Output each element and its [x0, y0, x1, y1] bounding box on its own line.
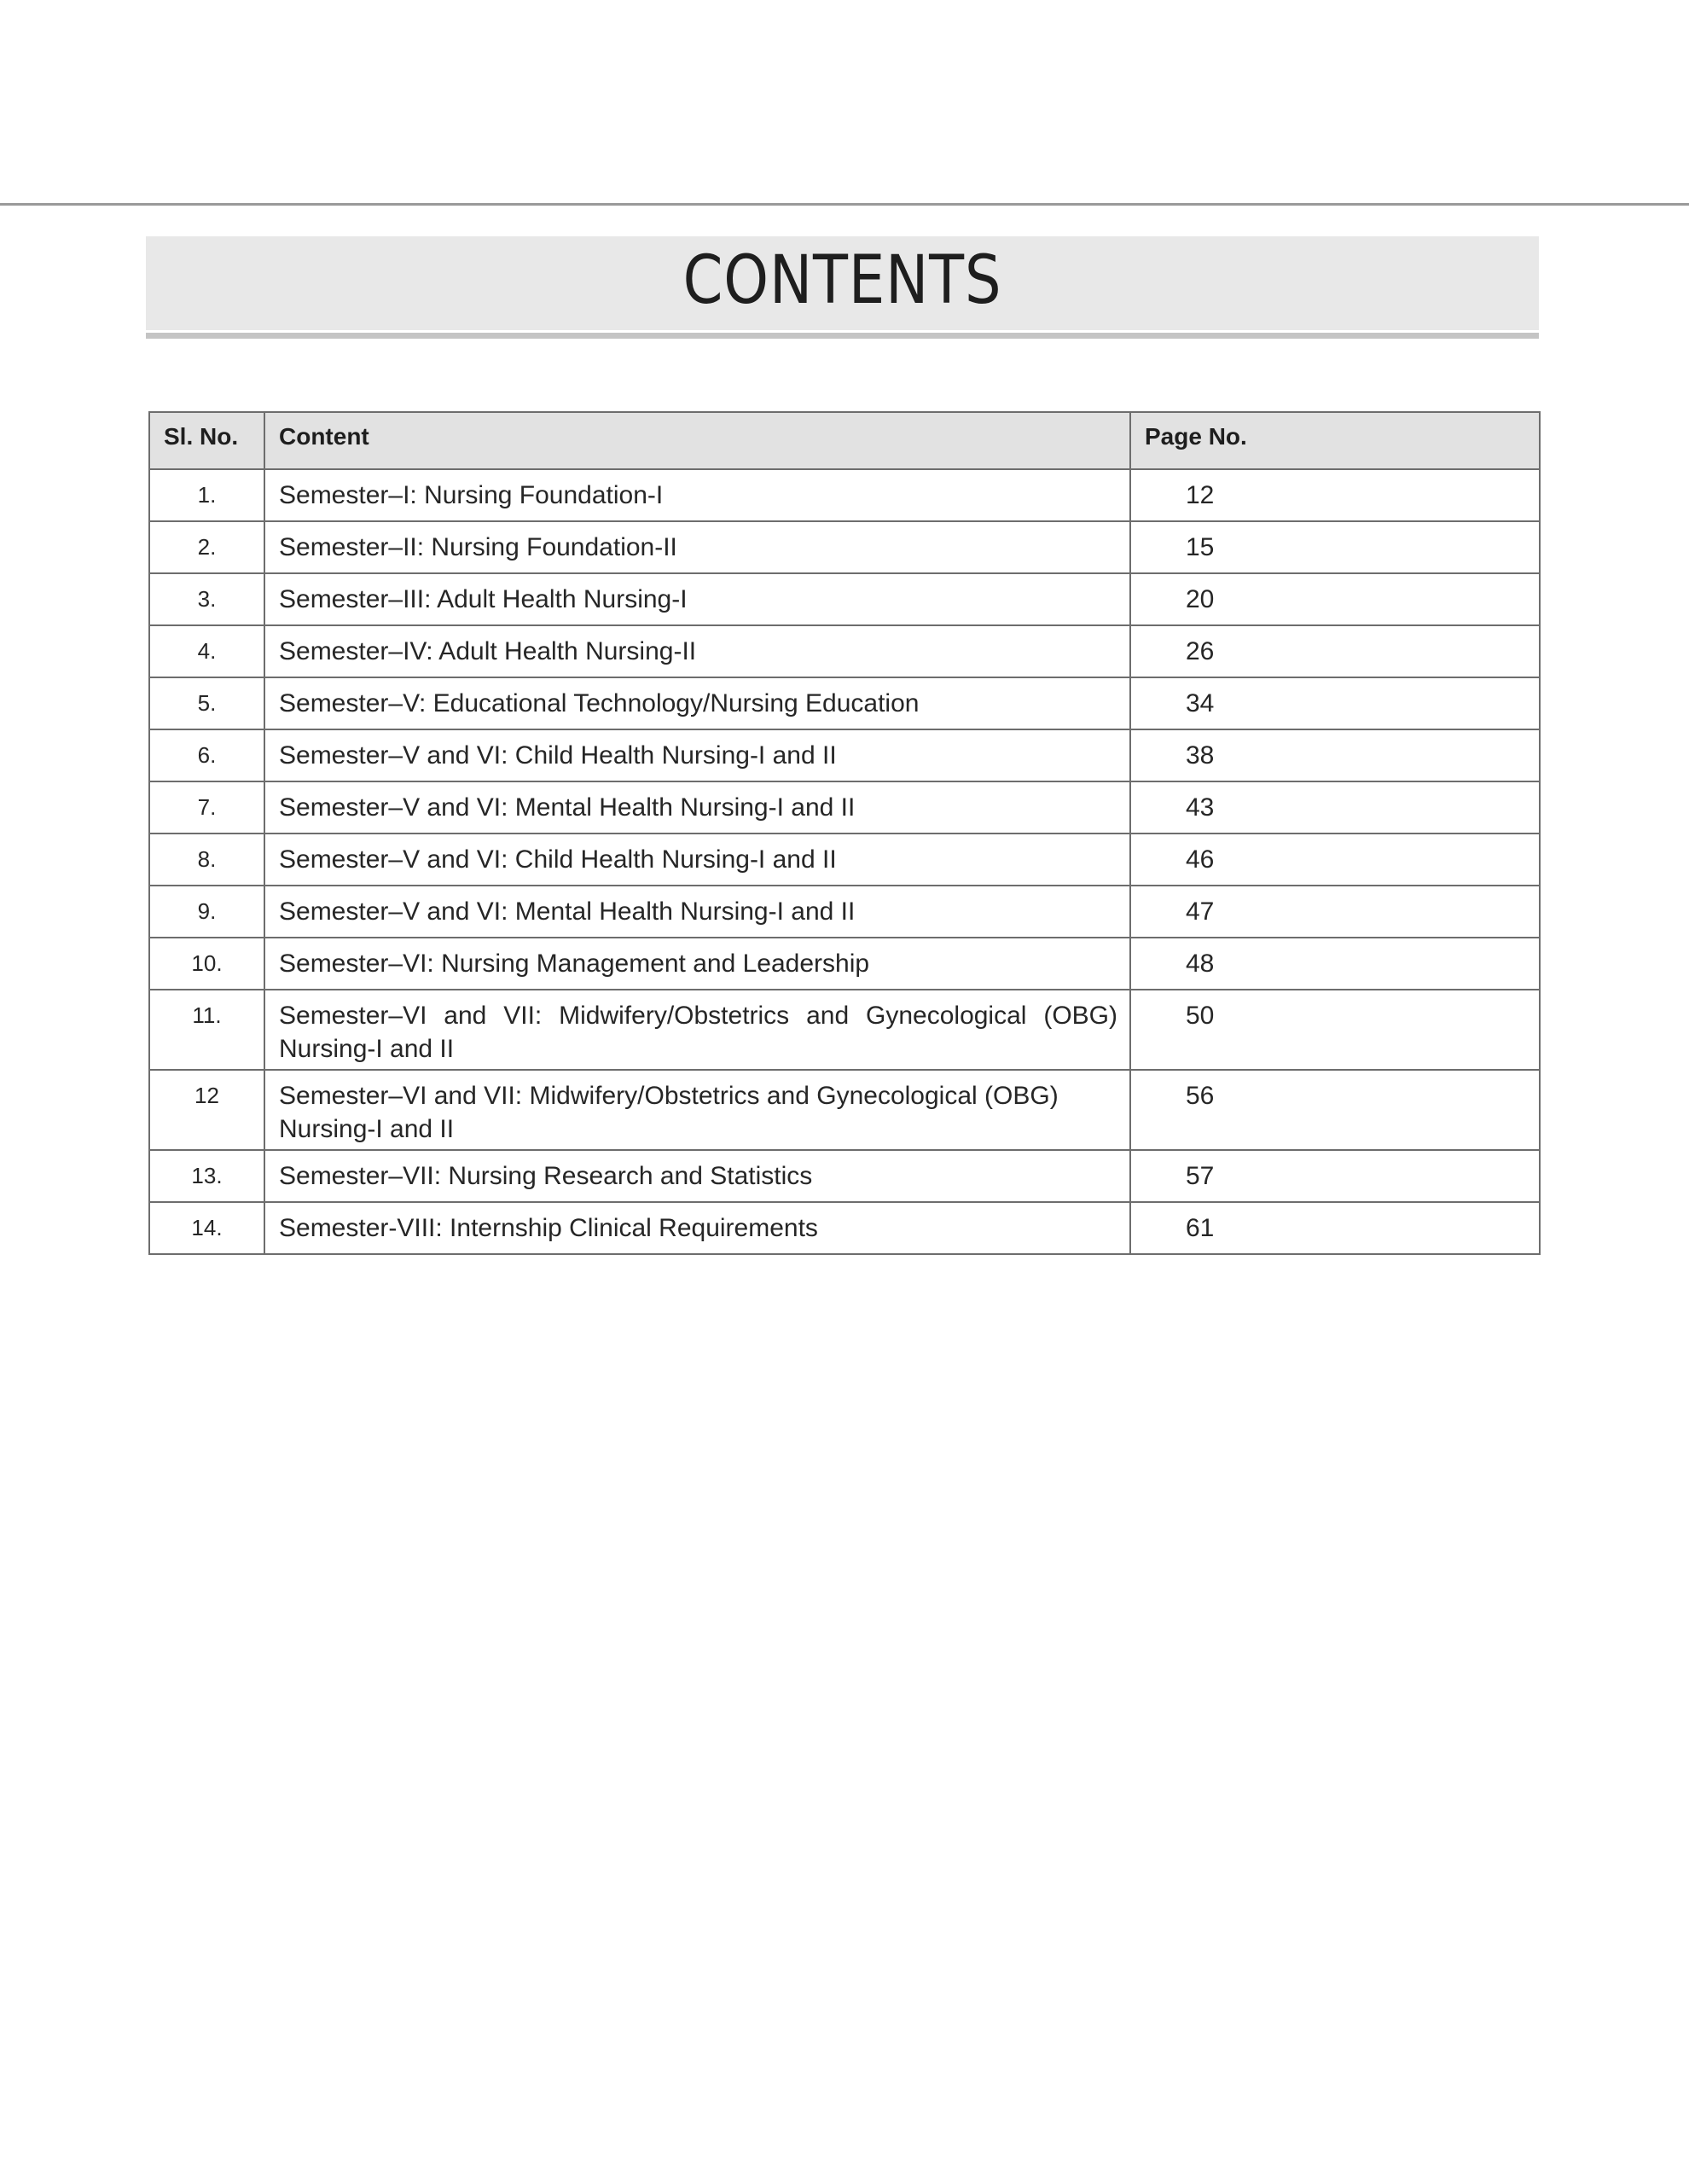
row-serial-number: 11. — [149, 990, 264, 1070]
row-serial-number: 13. — [149, 1150, 264, 1202]
table-row — [149, 834, 1540, 886]
row-serial-number: 6. — [149, 729, 264, 781]
table-row — [149, 729, 1540, 781]
row-page-number: 48 — [1130, 938, 1540, 990]
row-content: Semester–VI and VII: Midwifery/Obstetrics and Gynecological (OBG) Nursing-I and II — [264, 990, 1130, 1070]
row-page-number: 34 — [1130, 677, 1540, 729]
row-serial-number: 9. — [149, 886, 264, 938]
row-serial-number: 8. — [149, 834, 264, 886]
row-content: Semester–IV: Adult Health Nursing-II — [264, 625, 1130, 677]
table-row — [149, 1202, 1540, 1254]
header-content: Content — [264, 412, 1130, 469]
table-row — [149, 677, 1540, 729]
table-row — [149, 886, 1540, 938]
table-row — [149, 573, 1540, 625]
header-rule — [0, 203, 1689, 206]
table-row — [149, 781, 1540, 834]
header-page-number: Page No. — [1130, 412, 1540, 469]
contents-table — [148, 411, 1541, 1255]
row-content: Semester–VII: Nursing Research and Statistics — [264, 1150, 1130, 1202]
row-content: Semester–VI and VII: Midwifery/Obstetrics and Gynecological (OBG) Nursing-I and II — [264, 1070, 1130, 1150]
row-page-number: 43 — [1130, 781, 1540, 834]
row-page-number: 61 — [1130, 1202, 1540, 1254]
row-serial-number: 14. — [149, 1202, 264, 1254]
row-page-number: 47 — [1130, 886, 1540, 938]
row-page-number: 12 — [1130, 469, 1540, 521]
table-row — [149, 1150, 1540, 1202]
row-content: Semester-VIII: Internship Clinical Requirements — [264, 1202, 1130, 1254]
row-serial-number: 12 — [149, 1070, 264, 1150]
table-row — [149, 1070, 1540, 1150]
row-content: Semester–I: Nursing Foundation-I — [264, 469, 1130, 521]
row-serial-number: 2. — [149, 521, 264, 573]
table-row — [149, 938, 1540, 990]
row-page-number: 15 — [1130, 521, 1540, 573]
row-content: Semester–V and VI: Mental Health Nursing-I and II — [264, 886, 1130, 938]
row-serial-number: 1. — [149, 469, 264, 521]
row-content: Semester–VI: Nursing Management and Leadership — [264, 938, 1130, 990]
row-serial-number: 4. — [149, 625, 264, 677]
table-header-row — [149, 412, 1540, 469]
row-serial-number: 10. — [149, 938, 264, 990]
table-row — [149, 521, 1540, 573]
table-row — [149, 990, 1540, 1070]
row-page-number: 46 — [1130, 834, 1540, 886]
row-content: Semester–III: Adult Health Nursing-I — [264, 573, 1130, 625]
row-content: Semester–V and VI: Child Health Nursing-I and II — [264, 729, 1130, 781]
row-content: Semester–V and VI: Child Health Nursing-I and II — [264, 834, 1130, 886]
table-row — [149, 625, 1540, 677]
row-page-number: 50 — [1130, 990, 1540, 1070]
row-serial-number: 5. — [149, 677, 264, 729]
row-page-number: 57 — [1130, 1150, 1540, 1202]
table-row — [149, 469, 1540, 521]
row-content: Semester–II: Nursing Foundation-II — [264, 521, 1130, 573]
row-serial-number: 7. — [149, 781, 264, 834]
row-page-number: 38 — [1130, 729, 1540, 781]
title-underline — [146, 333, 1539, 339]
row-serial-number: 3. — [149, 573, 264, 625]
header-serial-number: Sl. No. — [149, 412, 264, 469]
page-title: CONTENTS — [682, 242, 1002, 319]
row-content: Semester–V: Educational Technology/Nursing Education — [264, 677, 1130, 729]
row-page-number: 56 — [1130, 1070, 1540, 1150]
row-page-number: 20 — [1130, 573, 1540, 625]
row-content: Semester–V and VI: Mental Health Nursing-I and II — [264, 781, 1130, 834]
row-page-number: 26 — [1130, 625, 1540, 677]
